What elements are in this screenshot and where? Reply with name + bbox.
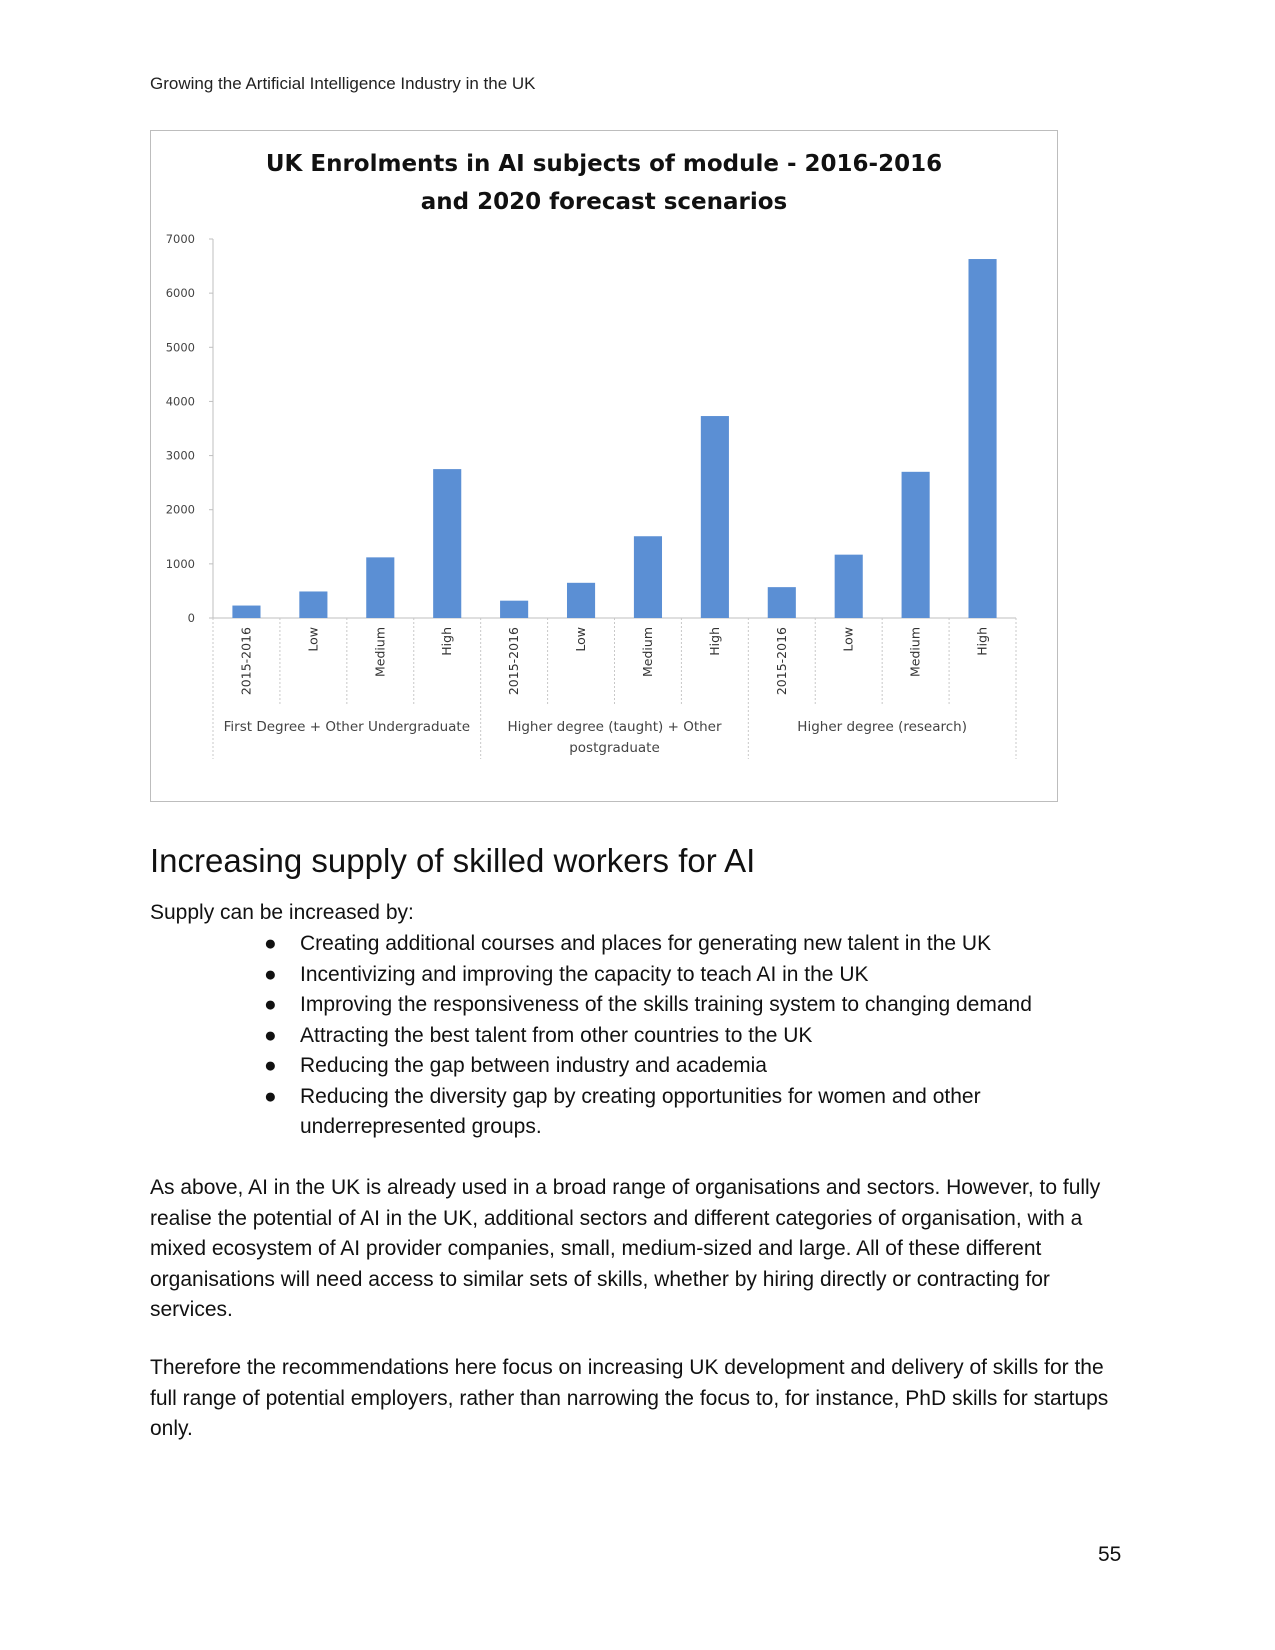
x-tick-label: Low (840, 627, 856, 652)
y-tick-label: 7000 (165, 232, 195, 246)
y-tick-label: 3000 (165, 448, 195, 463)
list-item (264, 960, 1124, 991)
bar (500, 601, 528, 618)
x-tick-label: High (974, 627, 990, 656)
bullet-icon: ● (264, 993, 277, 1016)
y-tick-label: 1000 (165, 556, 195, 571)
group-label: postgraduate (569, 740, 660, 756)
y-tick-label: 6000 (165, 286, 195, 301)
chart-title: and 2020 forecast scenarios (420, 189, 788, 215)
x-tick-label: Medium (372, 627, 388, 677)
list-item (264, 929, 1124, 960)
bar (232, 606, 260, 618)
x-tick-label: 2015-2016 (238, 627, 254, 696)
enrolments-bar-chart (150, 130, 1058, 802)
list-item (264, 1021, 1124, 1052)
x-tick-label: 2015-2016 (773, 627, 789, 696)
group-label: Higher degree (taught) + Other (507, 719, 722, 735)
list-item (264, 1051, 1124, 1082)
bullet-text: Improving the responsiveness of the skills training system to changing demand (300, 993, 1032, 1016)
page-number: 55 (1098, 1543, 1122, 1566)
bar (968, 259, 996, 618)
bullet-text: Creating additional courses and places for generating new talent in the UK (300, 932, 992, 955)
x-tick-label: High (706, 627, 722, 656)
list-item (264, 1082, 1124, 1143)
x-tick-label: 2015-2016 (506, 627, 522, 696)
x-tick-label: Medium (639, 627, 655, 677)
x-tick-label: Low (573, 627, 589, 652)
x-tick-label: High (439, 627, 455, 656)
running-header: Growing the Artificial Intelligence Industry in the UK (150, 74, 536, 93)
chart-title: UK Enrolments in AI subjects of module - 2016-2016 (265, 151, 943, 177)
group-label: First Degree + Other Undergraduate (223, 719, 471, 735)
paragraph-recommendations: Therefore the recommendations here focus on increasing UK development and delivery of skills for the full range of potential employers, rather than narrowing the focus to, for instance, PhD skills for startups only. (150, 1356, 1109, 1440)
supply-bullet-list (264, 929, 1124, 1143)
x-tick-label: Medium (907, 627, 923, 677)
chart-canvas (151, 131, 1057, 801)
bullet-icon: ● (264, 1023, 277, 1047)
y-tick-label: 4000 (165, 394, 195, 409)
x-tick-label: Low (305, 627, 321, 652)
paragraph-organisations: As above, AI in the UK is already used in a broad range of organisations and sectors. However, to fully realise the potential of AI in the UK, additional sectors and different categories of organisation, with a mixed ecosystem of AI provider companies, small, medium-sized and large. All of these different organisations will need access to similar sets of skills, whether by hiring directly or contracting for services. (150, 1176, 1101, 1321)
bar (902, 472, 930, 618)
y-tick-label: 5000 (165, 340, 195, 355)
group-label: Higher degree (research) (797, 719, 968, 735)
bullet-text: Reducing the gap between industry and academia (300, 1054, 767, 1077)
bar (567, 583, 595, 618)
bullet-icon: ● (264, 1084, 277, 1108)
bullet-text: Reducing the diversity gap by creating opportunities for women and other underrepresented groups. (300, 1084, 981, 1138)
bullet-icon: ● (264, 962, 277, 986)
bar (634, 536, 662, 618)
bullet-icon: ● (264, 1054, 277, 1077)
bullet-text: Attracting the best talent from other countries to the UK (300, 1023, 813, 1047)
intro-text: Supply can be increased by: (150, 901, 414, 924)
bar (366, 557, 394, 618)
bullet-text: Incentivizing and improving the capacity to teach AI in the UK (300, 962, 869, 986)
y-tick-label: 2000 (165, 502, 195, 517)
bar (433, 469, 461, 618)
bar (299, 591, 327, 618)
bar (768, 587, 796, 618)
bullet-icon: ● (264, 932, 277, 955)
section-heading: Increasing supply of skilled workers for AI (150, 842, 756, 879)
list-item (264, 990, 1124, 1021)
bar (701, 416, 729, 618)
bar (835, 555, 863, 618)
y-tick-label: 0 (187, 611, 195, 625)
